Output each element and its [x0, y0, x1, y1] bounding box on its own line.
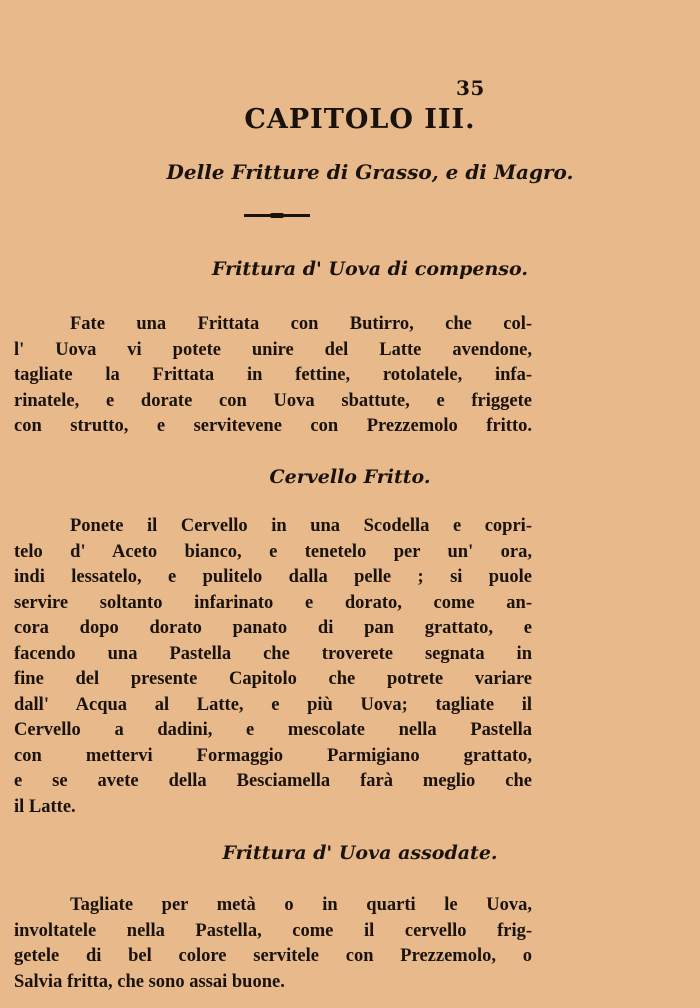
text-line: servire soltanto infarinato e dorato, come an-	[14, 592, 532, 613]
text-line: rinatele, e dorate con Uova sbattute, e friggete	[14, 390, 532, 411]
chapter-title: CAPITOLO III.	[244, 104, 476, 135]
text-line: fine del presente Capitolo che potrete variare	[14, 669, 532, 689]
text-line: facendo una Pastella che troverete segnata in	[14, 643, 532, 664]
text-line: getele di bel colore servitele con Prezzemolo, o	[14, 946, 532, 966]
section-body-cervello-fritto	[14, 514, 532, 820]
text-line: telo d' Aceto bianco, e tenetelo per un' ora,	[14, 541, 532, 562]
text-line: e se avete della Besciamella farà meglio che	[14, 771, 532, 791]
section-body-frittura-uova-assodate	[14, 893, 532, 995]
section-body-frittura-uova-compenso	[14, 312, 532, 440]
text-line: il Latte.	[14, 796, 76, 817]
section-heading-frittura-uova-compenso: Frittura d' Uova di compenso.	[212, 258, 528, 280]
text-line: l' Uova vi potete unire del Latte avendone,	[14, 339, 532, 360]
text-line: con mettervi Formaggio Parmigiano grattato,	[14, 745, 532, 766]
text-line: Ponete il Cervello in una Scodella e copri-	[70, 516, 532, 536]
text-line: involtatele nella Pastella, come il cervello frig-	[14, 920, 532, 941]
text-line: con strutto, e servitevene con Prezzemolo fritto.	[14, 416, 532, 436]
text-line: indi lessatelo, e pulitelo dalla pelle ; si puole	[14, 567, 532, 587]
text-line: Cervello a dadini, e mescolate nella Pastella	[14, 720, 532, 740]
section-heading-frittura-uova-assodate: Frittura d' Uova assodate.	[222, 842, 498, 864]
page-number: 35	[456, 76, 485, 100]
chapter-subtitle: Delle Fritture di Grasso, e di Magro.	[166, 160, 574, 184]
text-line: dall' Acqua al Latte, e più Uova; tagliate il	[14, 694, 532, 715]
text-line: tagliate la Frittata in fettine, rotolatele, infa-	[14, 365, 532, 385]
text-line: Tagliate per metà o in quarti le Uova,	[70, 895, 532, 915]
text-line: Salvia fritta, che sono assai buone.	[14, 971, 285, 992]
section-heading-cervello-fritto: Cervello Fritto.	[269, 466, 431, 488]
text-line: cora dopo dorato panato di pan grattato, e	[14, 618, 532, 638]
ornamental-divider	[244, 214, 310, 217]
text-line: Fate una Frittata con Butirro, che col-	[70, 314, 532, 334]
